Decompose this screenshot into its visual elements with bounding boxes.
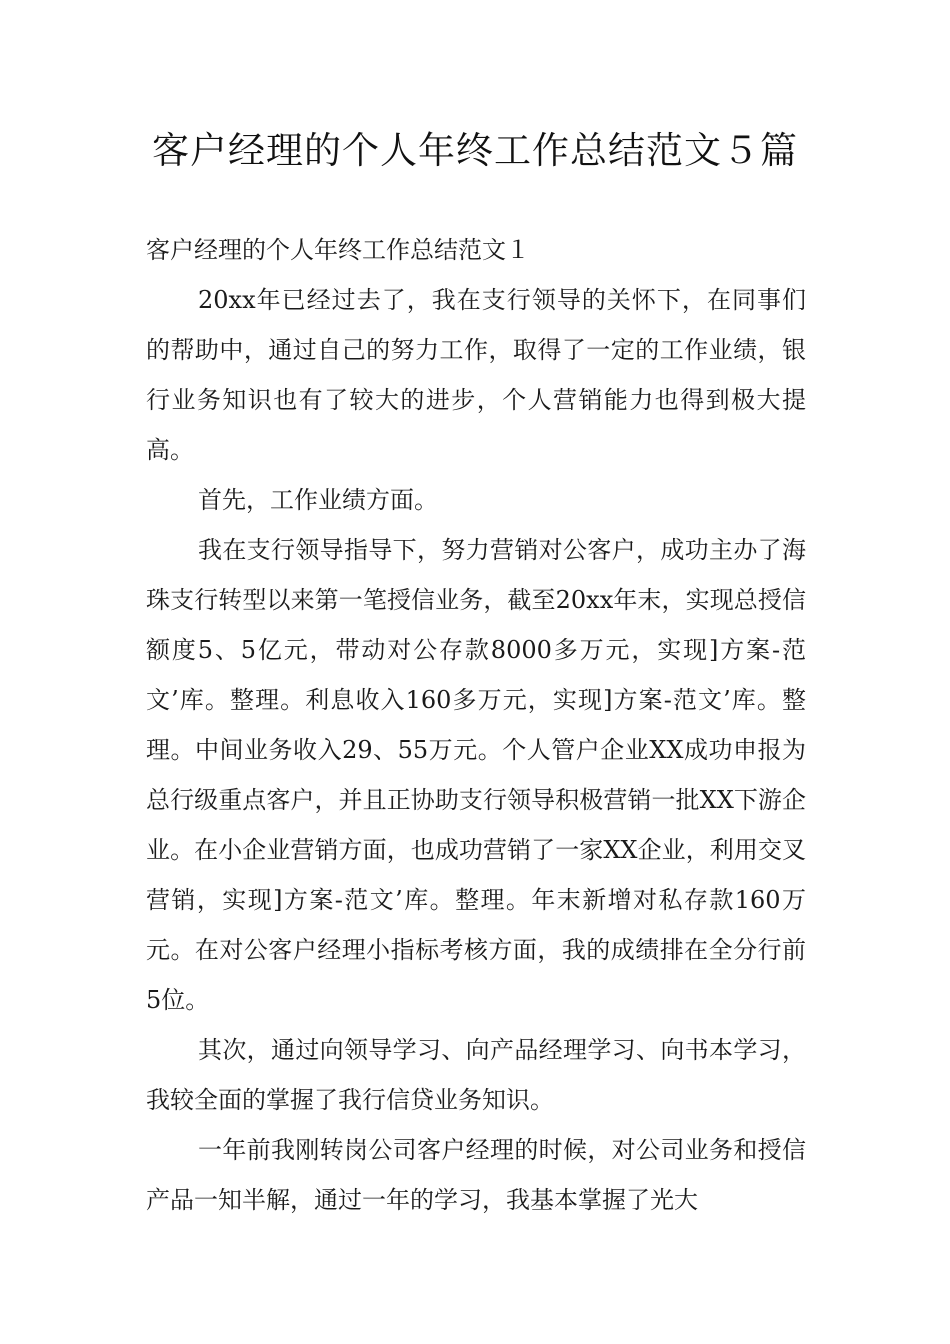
- document-body: [146, 225, 806, 1225]
- paragraph: 20xx年已经过去了，我在支行领导的关怀下，在同事们的帮助中，通过自己的努力工作，取得了一定的工作业绩，银行业务知识也有了较大的进步，个人营销能力也得到极大提高。: [146, 286, 806, 464]
- section-heading: 客户经理的个人年终工作总结范文１: [146, 236, 530, 264]
- paragraph: 首先，工作业绩方面。: [198, 486, 438, 514]
- document-title: 客户经理的个人年终工作总结范文５篇: [152, 129, 798, 172]
- paragraph: 一年前我刚转岗公司客户经理的时候，对公司业务和授信产品一知半解，通过一年的学习，我基本掌握了光大: [146, 1136, 806, 1214]
- paragraph: 其次，通过向领导学习、向产品经理学习、向书本学习，我较全面的掌握了我行信贷业务知识。: [146, 1036, 806, 1114]
- paragraph: 我在支行领导指导下，努力营销对公客户，成功主办了海珠支行转型以来第一笔授信业务，截至20xx年末，实现总授信额度5、5亿元，带动对公存款8000多万元，实现]方案-范文’库。整理。利息收入160多万元，实现]方案-范文’库。整理。中间业务收入29、55万元。个人管户企业XX成功申报为总行级重点客户，并且正协助支行领导积极营销一批XX下游企业。在小企业营销方面，也成功营销了一家XX企业，利用交叉营销，实现]方案-范文’库。整理。年末新增对私存款160万元。在对公客户经理小指标考核方面，我的成绩排在全分行前5位。: [146, 536, 806, 1014]
